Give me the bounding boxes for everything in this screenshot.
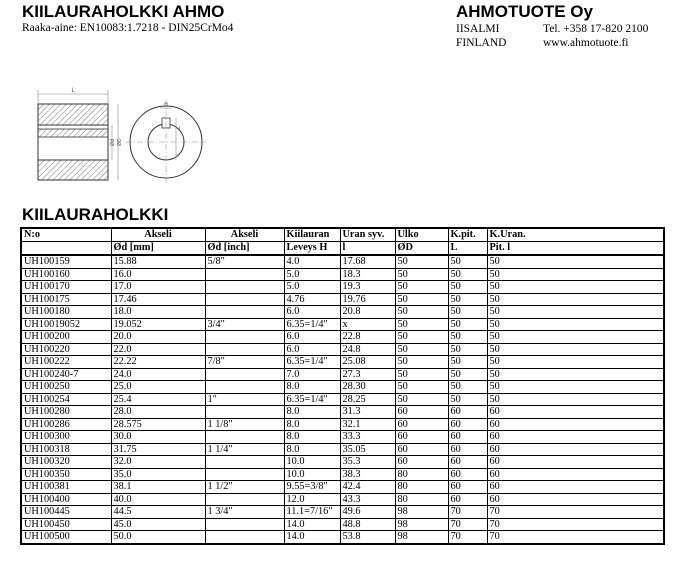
cell-shaft-mm: 45.0 (111, 518, 205, 531)
cell-shaft-inch (205, 293, 284, 306)
cell-shaft-inch: 7/8" (205, 356, 284, 369)
cell-shaft-inch: 3/4" (205, 318, 284, 331)
cell-length: 60 (448, 481, 487, 494)
cell-shaft-mm: 25.4 (111, 393, 205, 406)
table-header (22, 229, 663, 255)
cell-length: 50 (448, 356, 487, 369)
col-subheader-groove-length: Pit. l (487, 242, 663, 256)
cell-shaft-mm: 28.575 (111, 418, 205, 431)
cell-length: 50 (448, 255, 487, 268)
cell-key-width: 4.76 (284, 293, 340, 306)
cell-outer-d: 60 (395, 431, 448, 444)
cell-depth: 43.3 (340, 493, 395, 506)
cell-length: 60 (448, 431, 487, 444)
cell-shaft-mm: 44.5 (111, 506, 205, 519)
cell-length: 50 (448, 331, 487, 344)
cell-shaft-inch: 1 1/2" (205, 481, 284, 494)
cell-outer-d: 50 (395, 281, 448, 294)
dim-label-D: ØD (117, 138, 123, 146)
cell-shaft-mm: 25.0 (111, 381, 205, 394)
cell-part-no: UH10019052 (22, 318, 111, 331)
cell-shaft-mm: 32.0 (111, 456, 205, 469)
cell-groove-length: 50 (487, 331, 663, 344)
cell-depth: 28.25 (340, 393, 395, 406)
col-subheader-depth: l (340, 242, 395, 256)
cell-shaft-mm: 50.0 (111, 531, 205, 543)
cell-key-width: 5.0 (284, 281, 340, 294)
cell-key-width: 12.0 (284, 493, 340, 506)
cell-length: 60 (448, 468, 487, 481)
cell-shaft-inch (205, 306, 284, 319)
col-header-depth: Uran syv. (340, 229, 395, 242)
cell-key-width: 8.0 (284, 443, 340, 456)
dim-label-H: H (164, 102, 168, 108)
cell-depth: 49.6 (340, 506, 395, 519)
cell-outer-d: 60 (395, 418, 448, 431)
cell-shaft-inch (205, 381, 284, 394)
table-row (22, 255, 663, 268)
cell-groove-length: 50 (487, 318, 663, 331)
col-header-shaft-inch: Akseli (205, 229, 284, 242)
cell-outer-d: 50 (395, 306, 448, 319)
cell-groove-length: 60 (487, 431, 663, 444)
table-row (22, 393, 663, 406)
cell-key-width: 6.35=1/4" (284, 393, 340, 406)
cell-depth: 19.3 (340, 281, 395, 294)
cell-outer-d: 60 (395, 406, 448, 419)
table-row (22, 468, 663, 481)
table-row (22, 368, 663, 381)
cell-shaft-inch (205, 268, 284, 281)
cell-part-no: UH100250 (22, 381, 111, 394)
cell-length: 60 (448, 418, 487, 431)
col-subheader-key-width: Leveys H (284, 242, 340, 256)
cell-outer-d: 50 (395, 356, 448, 369)
cell-outer-d: 80 (395, 481, 448, 494)
company-name: AHMOTUOTE Oy (456, 2, 593, 21)
cell-length: 50 (448, 281, 487, 294)
cell-shaft-inch: 5/8" (205, 255, 284, 268)
table-body (22, 255, 663, 543)
cell-depth: 32.1 (340, 418, 395, 431)
cell-groove-length: 50 (487, 368, 663, 381)
section-title: KIILAURAHOLKKI (22, 205, 169, 224)
table-row (22, 531, 663, 543)
cell-groove-length: 50 (487, 281, 663, 294)
cell-depth: 38.3 (340, 468, 395, 481)
table-row (22, 306, 663, 319)
cell-outer-d: 80 (395, 493, 448, 506)
cell-shaft-inch (205, 368, 284, 381)
cell-shaft-inch (205, 331, 284, 344)
cell-part-no: UH100160 (22, 268, 111, 281)
cell-length: 60 (448, 493, 487, 506)
table-row (22, 443, 663, 456)
col-header-outer: Ulko (395, 229, 448, 242)
cell-depth: 22.8 (340, 331, 395, 344)
cell-part-no: UH100254 (22, 393, 111, 406)
cell-key-width: 7.0 (284, 368, 340, 381)
cell-part-no: UH100200 (22, 331, 111, 344)
cell-shaft-inch (205, 406, 284, 419)
table-row (22, 406, 663, 419)
cell-groove-length: 50 (487, 381, 663, 394)
cell-outer-d: 50 (395, 368, 448, 381)
cell-groove-length: 70 (487, 518, 663, 531)
cell-part-no: UH100318 (22, 443, 111, 456)
cell-key-width: 6.0 (284, 343, 340, 356)
table-row (22, 293, 663, 306)
cell-shaft-mm: 35.0 (111, 468, 205, 481)
cell-shaft-inch (205, 281, 284, 294)
cell-shaft-mm: 15.88 (111, 255, 205, 268)
cell-part-no: UH100300 (22, 431, 111, 444)
col-subheader-shaft-mm: Ød [mm] (111, 242, 205, 256)
table-row (22, 281, 663, 294)
cell-part-no: UH100381 (22, 481, 111, 494)
dim-label-d: Ød (110, 138, 116, 146)
cell-key-width: 10.0 (284, 456, 340, 469)
cell-depth: 28.30 (340, 381, 395, 394)
cell-groove-length: 50 (487, 255, 663, 268)
cell-groove-length: 60 (487, 443, 663, 456)
cell-part-no: UH100400 (22, 493, 111, 506)
cell-length: 50 (448, 343, 487, 356)
col-header-key-width: Kiilauran (284, 229, 340, 242)
col-subheader-length: L (448, 242, 487, 256)
cell-part-no: UH100320 (22, 456, 111, 469)
header-row-2 (22, 242, 663, 256)
cell-part-no: UH100175 (22, 293, 111, 306)
material-spec: Raaka-aine: EN10083:1.7218 - DIN25CrMo4 (22, 22, 234, 34)
col-header-length: K.pit. (448, 229, 487, 242)
company-city: IISALMI (456, 23, 500, 35)
cell-key-width: 6.35=1/4" (284, 356, 340, 369)
col-subheader-shaft-inch: Ød [inch] (205, 242, 284, 256)
cell-length: 50 (448, 268, 487, 281)
cell-key-width: 6.0 (284, 306, 340, 319)
table-row (22, 343, 663, 356)
cell-length: 70 (448, 531, 487, 543)
cell-groove-length: 60 (487, 406, 663, 419)
cell-groove-length: 60 (487, 481, 663, 494)
cell-shaft-mm: 28.0 (111, 406, 205, 419)
cell-groove-length: 50 (487, 293, 663, 306)
cell-key-width: 10.0 (284, 468, 340, 481)
cell-shaft-mm: 40.0 (111, 493, 205, 506)
cell-length: 50 (448, 306, 487, 319)
company-phone: Tel. +358 17-820 2100 (543, 23, 649, 35)
cell-length: 50 (448, 293, 487, 306)
cell-groove-length: 60 (487, 493, 663, 506)
company-website[interactable]: www.ahmotuote.fi (543, 37, 629, 49)
col-subheader-no (22, 242, 111, 256)
cell-part-no: UH100500 (22, 531, 111, 543)
cell-shaft-mm: 24.0 (111, 368, 205, 381)
table-row (22, 456, 663, 469)
col-header-shaft-mm: Akseli (111, 229, 205, 242)
cell-outer-d: 60 (395, 456, 448, 469)
cell-key-width: 6.35=1/4" (284, 318, 340, 331)
cell-shaft-mm: 31.75 (111, 443, 205, 456)
cell-length: 50 (448, 318, 487, 331)
table-row (22, 318, 663, 331)
table-row (22, 268, 663, 281)
cell-outer-d: 60 (395, 443, 448, 456)
front-view (126, 100, 206, 184)
cell-part-no: UH100180 (22, 306, 111, 319)
dim-label-I: l (179, 126, 181, 132)
cell-outer-d: 98 (395, 506, 448, 519)
table-row (22, 506, 663, 519)
cell-key-width: 14.0 (284, 531, 340, 543)
cell-shaft-mm: 22.22 (111, 356, 205, 369)
cell-key-width: 4.0 (284, 255, 340, 268)
cell-outer-d: 50 (395, 268, 448, 281)
cell-depth: 17.68 (340, 255, 395, 268)
cell-shaft-mm: 38.1 (111, 481, 205, 494)
cell-outer-d: 50 (395, 343, 448, 356)
technical-drawing (26, 82, 226, 192)
cell-length: 70 (448, 518, 487, 531)
cell-length: 60 (448, 456, 487, 469)
cell-outer-d: 50 (395, 255, 448, 268)
cell-key-width: 6.0 (284, 331, 340, 344)
cell-groove-length: 70 (487, 531, 663, 543)
cell-shaft-inch (205, 531, 284, 543)
cell-depth: 35.3 (340, 456, 395, 469)
cell-length: 60 (448, 406, 487, 419)
cell-groove-length: 60 (487, 468, 663, 481)
cell-part-no: UH100220 (22, 343, 111, 356)
cell-shaft-mm: 30.0 (111, 431, 205, 444)
cell-outer-d: 80 (395, 468, 448, 481)
table-row (22, 356, 663, 369)
cell-shaft-mm: 17.0 (111, 281, 205, 294)
col-header-groove-length: K.Uran. (487, 229, 663, 242)
cell-length: 50 (448, 368, 487, 381)
cell-groove-length: 50 (487, 268, 663, 281)
cell-key-width: 9.55=3/8" (284, 481, 340, 494)
table-row (22, 493, 663, 506)
cell-groove-length: 50 (487, 393, 663, 406)
cell-groove-length: 50 (487, 306, 663, 319)
col-header-no: N:o (22, 229, 111, 242)
cell-shaft-inch: 1 3/4" (205, 506, 284, 519)
table-row (22, 418, 663, 431)
cell-part-no: UH100170 (22, 281, 111, 294)
table-row (22, 518, 663, 531)
table-row (22, 431, 663, 444)
cell-part-no: UH100222 (22, 356, 111, 369)
cell-depth: 31.3 (340, 406, 395, 419)
cell-shaft-mm: 19.052 (111, 318, 205, 331)
cell-depth: 27.3 (340, 368, 395, 381)
cell-outer-d: 50 (395, 393, 448, 406)
cell-key-width: 11.1=7/16" (284, 506, 340, 519)
cell-shaft-inch (205, 456, 284, 469)
cell-outer-d: 98 (395, 518, 448, 531)
cell-part-no: UH100159 (22, 255, 111, 268)
cell-shaft-inch (205, 468, 284, 481)
cell-key-width: 8.0 (284, 406, 340, 419)
cell-depth: 25.08 (340, 356, 395, 369)
cell-length: 60 (448, 443, 487, 456)
cell-outer-d: 50 (395, 331, 448, 344)
cell-depth: 24.8 (340, 343, 395, 356)
table-row (22, 481, 663, 494)
cell-depth: 48.8 (340, 518, 395, 531)
table-row (22, 381, 663, 394)
cell-depth: 42.4 (340, 481, 395, 494)
col-subheader-outer: ØD (395, 242, 448, 256)
cell-depth: 53.8 (340, 531, 395, 543)
cell-groove-length: 50 (487, 343, 663, 356)
dim-label-L: L (71, 87, 75, 94)
table-row (22, 331, 663, 344)
cell-outer-d: 50 (395, 293, 448, 306)
cell-shaft-mm: 20.0 (111, 331, 205, 344)
cell-shaft-mm: 17.46 (111, 293, 205, 306)
cell-groove-length: 60 (487, 456, 663, 469)
cell-shaft-inch (205, 493, 284, 506)
cell-part-no: UH100450 (22, 518, 111, 531)
cell-depth: 19.76 (340, 293, 395, 306)
cell-depth: 18.3 (340, 268, 395, 281)
cell-key-width: 5.0 (284, 268, 340, 281)
cell-outer-d: 50 (395, 381, 448, 394)
cell-groove-length: 70 (487, 506, 663, 519)
cell-length: 50 (448, 381, 487, 394)
page-title: KIILAURAHOLKKI AHMO (22, 2, 225, 21)
cell-part-no: UH100445 (22, 506, 111, 519)
cell-outer-d: 50 (395, 318, 448, 331)
cell-shaft-inch (205, 431, 284, 444)
cell-depth: 20.8 (340, 306, 395, 319)
cell-key-width: 14.0 (284, 518, 340, 531)
cell-depth: x (340, 318, 395, 331)
cell-part-no: UH100286 (22, 418, 111, 431)
cell-outer-d: 98 (395, 531, 448, 543)
cell-depth: 33.3 (340, 431, 395, 444)
cell-key-width: 8.0 (284, 418, 340, 431)
cell-shaft-inch (205, 518, 284, 531)
cell-shaft-mm: 22.0 (111, 343, 205, 356)
cell-part-no: UH100280 (22, 406, 111, 419)
cell-shaft-mm: 18.0 (111, 306, 205, 319)
cell-groove-length: 60 (487, 418, 663, 431)
header-row-1 (22, 229, 663, 242)
cell-key-width: 8.0 (284, 381, 340, 394)
cell-shaft-inch: 1 1/8" (205, 418, 284, 431)
cell-key-width: 8.0 (284, 431, 340, 444)
spec-table (20, 227, 665, 545)
cell-shaft-inch: 1" (205, 393, 284, 406)
company-contact (456, 22, 648, 50)
cell-length: 50 (448, 393, 487, 406)
cell-length: 70 (448, 506, 487, 519)
side-view (38, 87, 123, 180)
cell-shaft-inch (205, 343, 284, 356)
company-country: FINLAND (456, 37, 507, 49)
cell-groove-length: 50 (487, 356, 663, 369)
cell-depth: 35.05 (340, 443, 395, 456)
cell-part-no: UH100240-7 (22, 368, 111, 381)
cell-part-no: UH100350 (22, 468, 111, 481)
cell-shaft-inch: 1 1/4" (205, 443, 284, 456)
cell-shaft-mm: 16.0 (111, 268, 205, 281)
